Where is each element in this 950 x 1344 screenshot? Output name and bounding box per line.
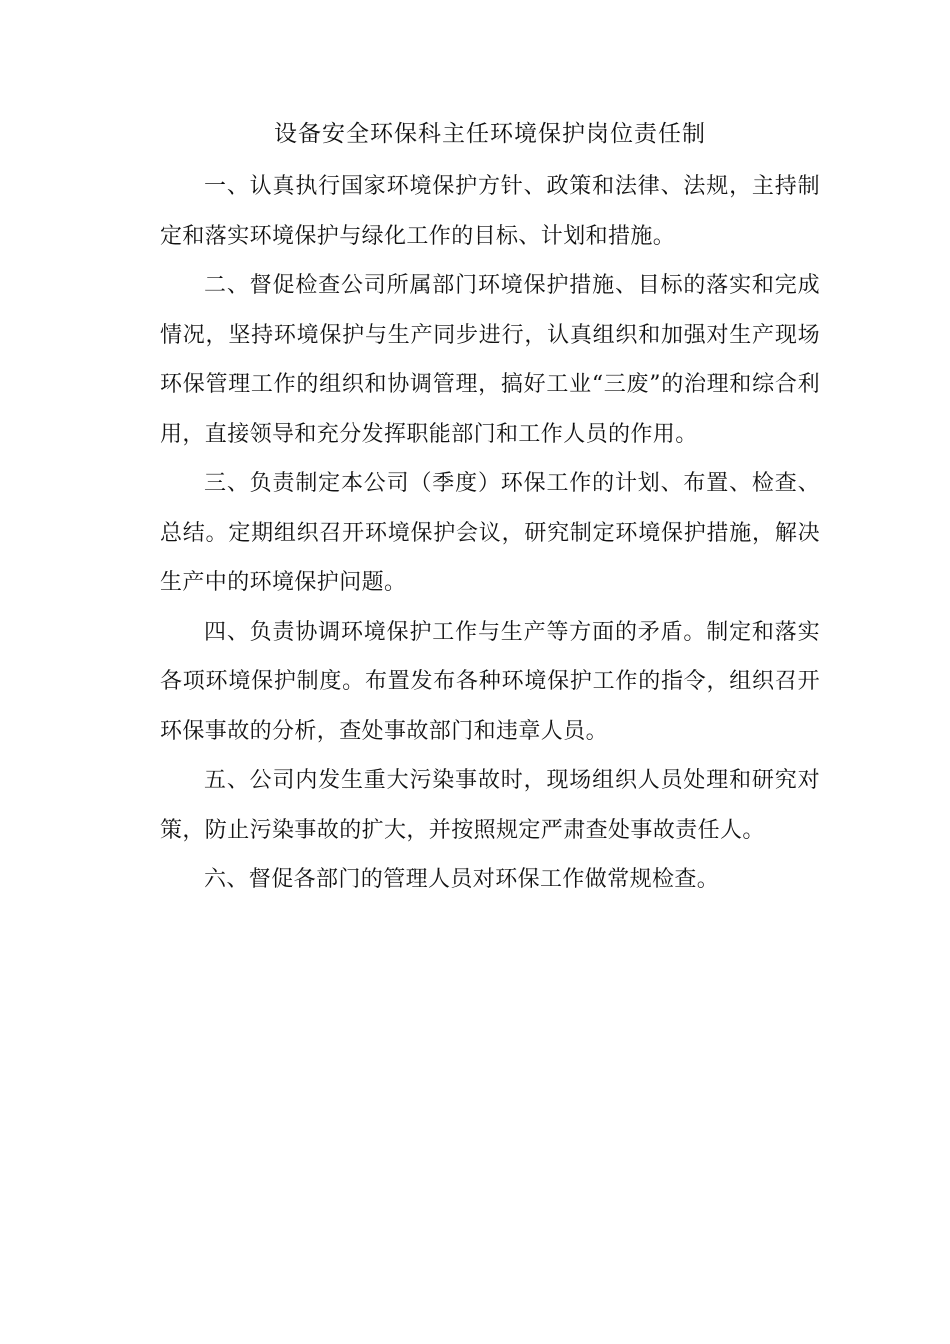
paragraph-4: 四、负责协调环境保护工作与生产等方面的矛盾。制定和落实各项环境保护制度。布置发布各种环境保护工作的指令，组织召开环保事故的分析，查处事故部门和违章人员。 — [160, 619, 820, 744]
paragraph-3: 三、负责制定本公司（季度）环保工作的计划、布置、检查、总结。定期组织召开环境保护会议，研究制定环境保护措施，解决生产中的环境保护问题。 — [160, 471, 820, 595]
paragraph-1: 一、认真执行国家环境保护方针、政策和法律、法规，主持制定和落实环境保护与绿化工作的目标、计划和措施。 — [160, 174, 820, 249]
paragraph-2: 二、督促检查公司所属部门环境保护措施、目标的落实和完成情况，坚持环境保护与生产同步进行，认真组织和加强对生产现场环保管理工作的组织和协调管理，搞好工业“三废”的治理和综合利用，直接领导和充分发挥职能部门和工作人员的作用。 — [160, 273, 820, 447]
paragraph-5: 五、公司内发生重大污染事故时，现场组织人员处理和研究对策，防止污染事故的扩大，并按照规定严肃查处事故责任人。 — [160, 768, 820, 843]
document-body — [160, 162, 820, 905]
document-title: 设备安全环保科主任环境保护岗位责任制 — [274, 121, 706, 147]
paragraph-6: 六、督促各部门的管理人员对环保工作做常规检查。 — [204, 867, 720, 892]
